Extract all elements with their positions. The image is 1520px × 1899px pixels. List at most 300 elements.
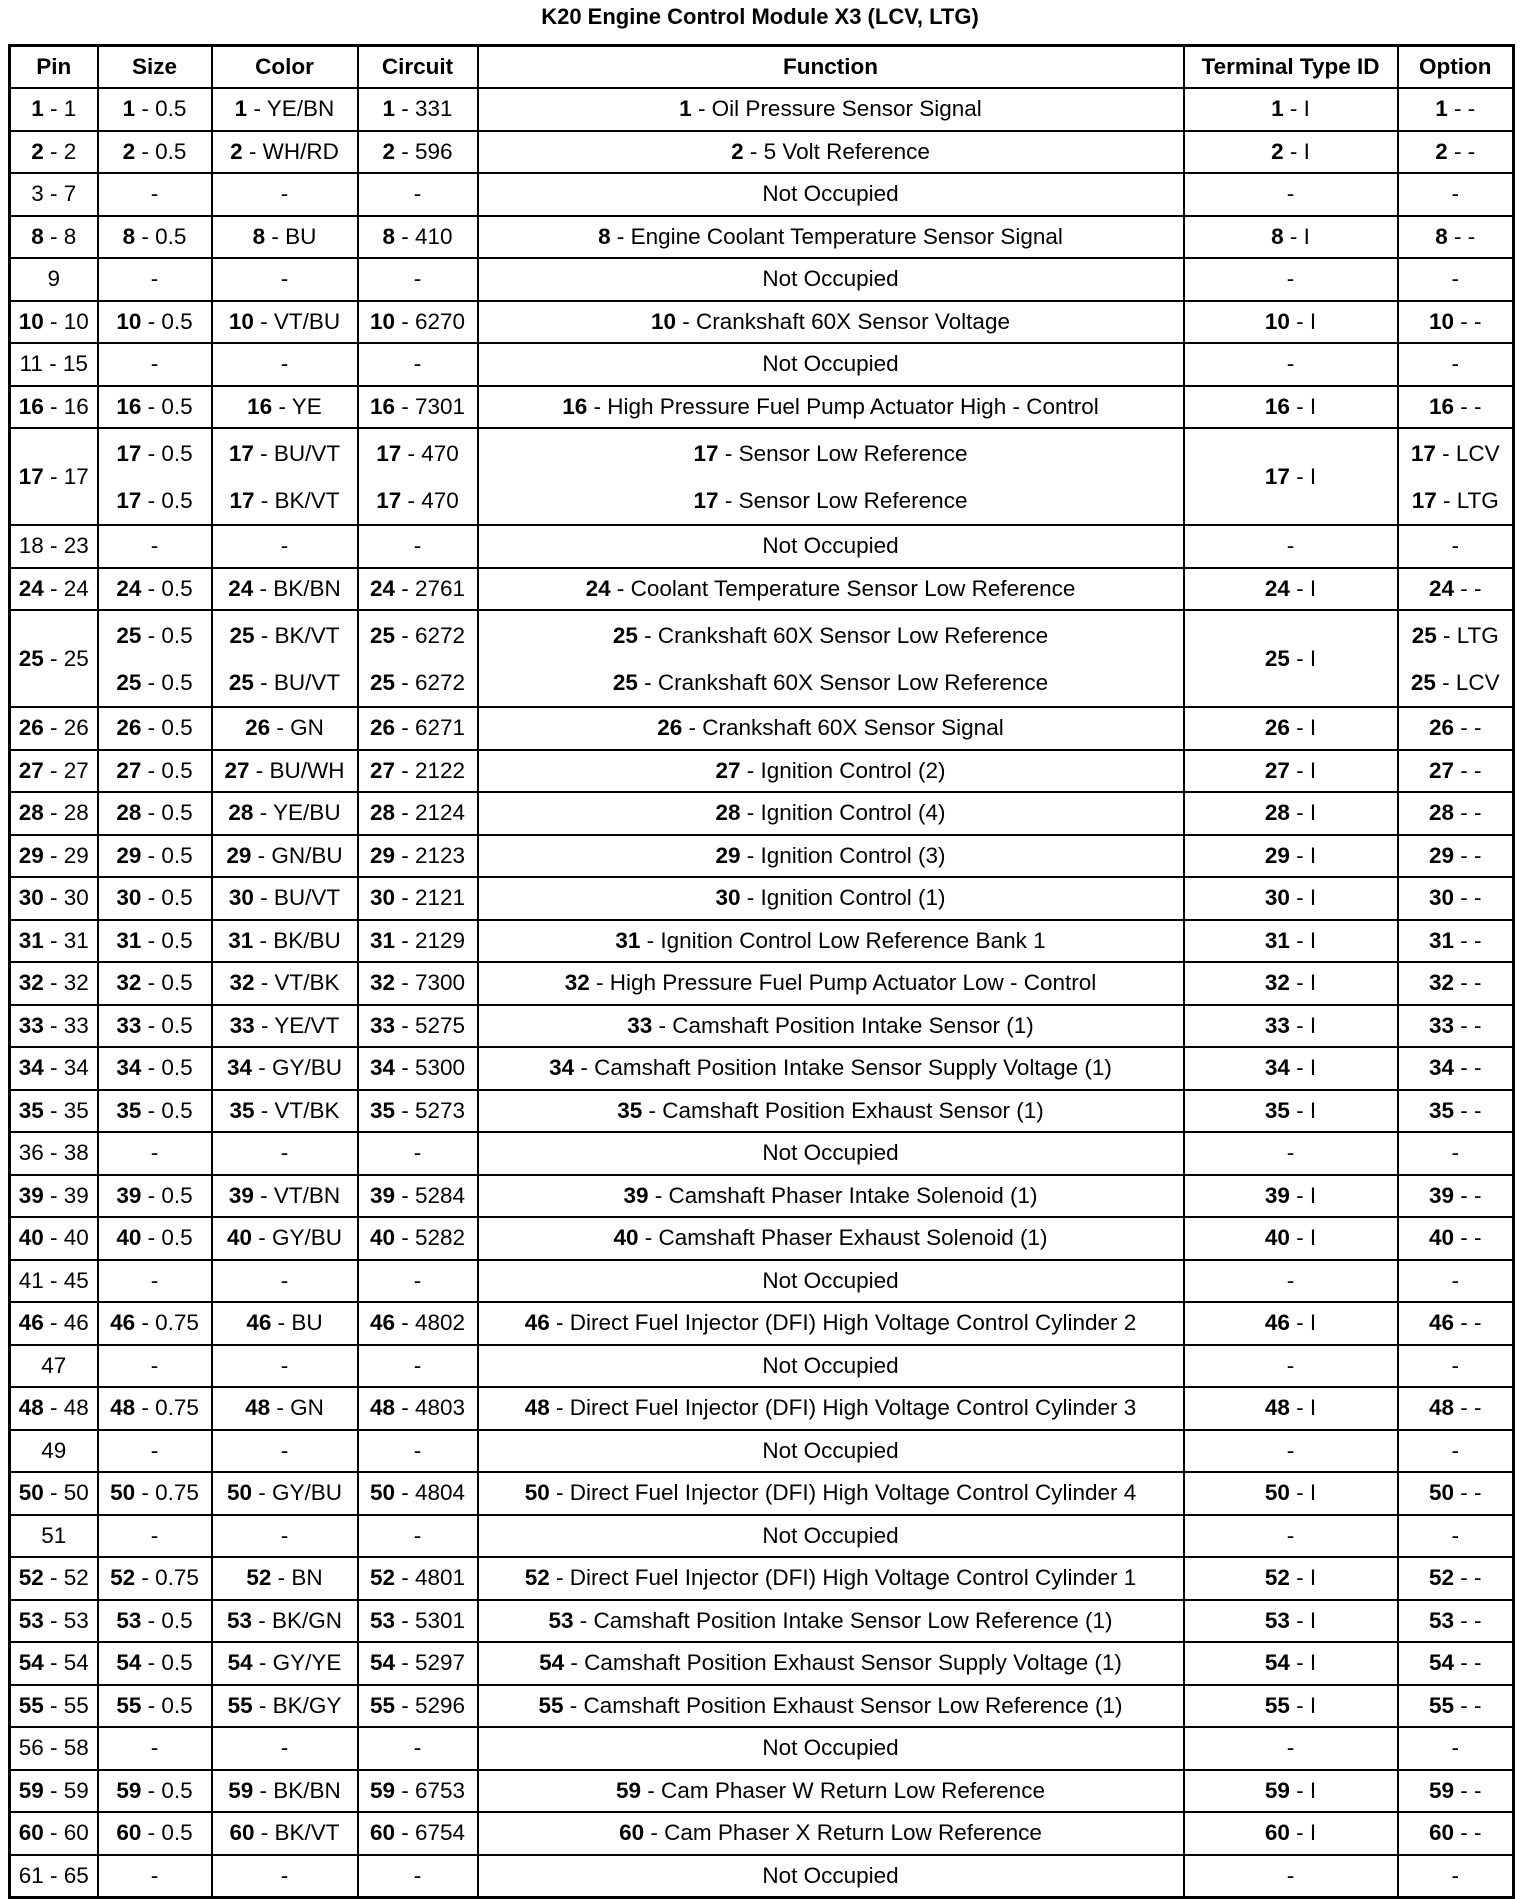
cell-function: Not Occupied — [478, 1430, 1184, 1473]
cell-pin: 24 - 24 — [10, 568, 98, 611]
cell-pin: 39 - 39 — [10, 1175, 98, 1218]
cell-option: 10 - - — [1398, 301, 1514, 344]
cell-option: 53 - - — [1398, 1600, 1514, 1643]
cell-terminal-type-id: 25 - I — [1184, 610, 1398, 707]
cell-function: 53 - Camshaft Position Intake Sensor Low Reference (1) — [478, 1600, 1184, 1643]
cell-circuit: 33 - 5275 — [358, 1005, 478, 1048]
table-row — [10, 258, 1514, 301]
cell-pin: 26 - 26 — [10, 707, 98, 750]
header-circuit: Circuit — [358, 46, 478, 89]
cell-color: 34 - GY/BU — [212, 1047, 358, 1090]
cell-color: 1 - YE/BN — [212, 88, 358, 131]
cell-function: Not Occupied — [478, 173, 1184, 216]
cell-function: Not Occupied — [478, 1727, 1184, 1770]
table-row — [10, 750, 1514, 793]
table-row — [10, 1642, 1514, 1685]
cell-size: - — [98, 258, 212, 301]
cell-pin: 52 - 52 — [10, 1557, 98, 1600]
cell-color: 40 - GY/BU — [212, 1217, 358, 1260]
cell-terminal-type-id: - — [1184, 1727, 1398, 1770]
cell-circuit: 54 - 5297 — [358, 1642, 478, 1685]
cell-pin: 8 - 8 — [10, 216, 98, 259]
cell-size: 39 - 0.5 — [98, 1175, 212, 1218]
cell-option: 39 - - — [1398, 1175, 1514, 1218]
cell-circuit: - — [358, 1260, 478, 1303]
cell-option: - — [1398, 525, 1514, 568]
cell-function: 27 - Ignition Control (2) — [478, 750, 1184, 793]
table-row — [10, 1430, 1514, 1473]
cell-color: - — [212, 1855, 358, 1898]
cell-size: 16 - 0.5 — [98, 386, 212, 429]
cell-option: 32 - - — [1398, 962, 1514, 1005]
cell-size: - — [98, 1430, 212, 1473]
cell-option: 29 - - — [1398, 835, 1514, 878]
cell-pin: 55 - 55 — [10, 1685, 98, 1728]
cell-color: 32 - VT/BK — [212, 962, 358, 1005]
cell-function: 32 - High Pressure Fuel Pump Actuator Low - Control — [478, 962, 1184, 1005]
cell-circuit: 55 - 5296 — [358, 1685, 478, 1728]
cell-function: Not Occupied — [478, 343, 1184, 386]
cell-function: Not Occupied — [478, 1515, 1184, 1558]
cell-color: 10 - VT/BU — [212, 301, 358, 344]
cell-color: 50 - GY/BU — [212, 1472, 358, 1515]
cell-color: - — [212, 1260, 358, 1303]
cell-terminal-type-id: 55 - I — [1184, 1685, 1398, 1728]
cell-size: 59 - 0.5 — [98, 1770, 212, 1813]
cell-option: 8 - - — [1398, 216, 1514, 259]
header-row — [10, 46, 1514, 89]
table-row — [10, 1515, 1514, 1558]
cell-size: 54 - 0.5 — [98, 1642, 212, 1685]
cell-option: - — [1398, 1515, 1514, 1558]
table-row — [10, 792, 1514, 835]
cell-function: 46 - Direct Fuel Injector (DFI) High Voltage Control Cylinder 2 — [478, 1302, 1184, 1345]
cell-size: 31 - 0.5 — [98, 920, 212, 963]
cell-terminal-type-id: - — [1184, 1515, 1398, 1558]
cell-option: - — [1398, 1345, 1514, 1388]
cell-function: 52 - Direct Fuel Injector (DFI) High Voltage Control Cylinder 1 — [478, 1557, 1184, 1600]
cell-size: - — [98, 1727, 212, 1770]
cell-circuit: 27 - 2122 — [358, 750, 478, 793]
cell-circuit: 53 - 5301 — [358, 1600, 478, 1643]
cell-option: 16 - - — [1398, 386, 1514, 429]
cell-terminal-type-id: 53 - I — [1184, 1600, 1398, 1643]
cell-function: 1 - Oil Pressure Sensor Signal — [478, 88, 1184, 131]
cell-option: - — [1398, 1855, 1514, 1898]
cell-circuit: - — [358, 1132, 478, 1175]
cell-terminal-type-id: 24 - I — [1184, 568, 1398, 611]
cell-pin: 48 - 48 — [10, 1387, 98, 1430]
cell-size: 46 - 0.75 — [98, 1302, 212, 1345]
table-row — [10, 1345, 1514, 1388]
table-row — [10, 386, 1514, 429]
cell-color: 48 - GN — [212, 1387, 358, 1430]
cell-circuit: 48 - 4803 — [358, 1387, 478, 1430]
table-row — [10, 1855, 1514, 1898]
cell-size: - — [98, 1855, 212, 1898]
cell-circuit: 34 - 5300 — [358, 1047, 478, 1090]
cell-circuit: 40 - 5282 — [358, 1217, 478, 1260]
table-row — [10, 707, 1514, 750]
cell-circuit: - — [358, 173, 478, 216]
cell-color: 24 - BK/BN — [212, 568, 358, 611]
cell-option: 60 - - — [1398, 1812, 1514, 1855]
header-pin: Pin — [10, 46, 98, 89]
cell-color: 2 - WH/RD — [212, 131, 358, 174]
cell-pin: 36 - 38 — [10, 1132, 98, 1175]
cell-size: 35 - 0.5 — [98, 1090, 212, 1133]
cell-function: 40 - Camshaft Phaser Exhaust Solenoid (1) — [478, 1217, 1184, 1260]
table-row — [10, 343, 1514, 386]
table-row — [10, 1727, 1514, 1770]
cell-color: - — [212, 1430, 358, 1473]
cell-terminal-type-id: 30 - I — [1184, 877, 1398, 920]
cell-size: 25 - 0.5 25 - 0.5 — [98, 610, 212, 707]
table-row — [10, 1600, 1514, 1643]
cell-pin: 16 - 16 — [10, 386, 98, 429]
cell-circuit: 8 - 410 — [358, 216, 478, 259]
cell-function: 29 - Ignition Control (3) — [478, 835, 1184, 878]
cell-terminal-type-id: 26 - I — [1184, 707, 1398, 750]
cell-color: 53 - BK/GN — [212, 1600, 358, 1643]
cell-circuit: - — [358, 258, 478, 301]
table-row — [10, 568, 1514, 611]
cell-terminal-type-id: 34 - I — [1184, 1047, 1398, 1090]
cell-pin: 61 - 65 — [10, 1855, 98, 1898]
cell-pin: 28 - 28 — [10, 792, 98, 835]
cell-circuit: 29 - 2123 — [358, 835, 478, 878]
cell-pin: 59 - 59 — [10, 1770, 98, 1813]
cell-function: 60 - Cam Phaser X Return Low Reference — [478, 1812, 1184, 1855]
cell-pin: 46 - 46 — [10, 1302, 98, 1345]
cell-circuit: - — [358, 525, 478, 568]
cell-function: 2 - 5 Volt Reference — [478, 131, 1184, 174]
cell-terminal-type-id: 48 - I — [1184, 1387, 1398, 1430]
cell-function: 16 - High Pressure Fuel Pump Actuator High - Control — [478, 386, 1184, 429]
cell-option: 2 - - — [1398, 131, 1514, 174]
cell-function: Not Occupied — [478, 1345, 1184, 1388]
cell-pin: 50 - 50 — [10, 1472, 98, 1515]
cell-color: 28 - YE/BU — [212, 792, 358, 835]
cell-pin: 9 — [10, 258, 98, 301]
cell-function: Not Occupied — [478, 1260, 1184, 1303]
cell-size: 48 - 0.75 — [98, 1387, 212, 1430]
cell-terminal-type-id: 31 - I — [1184, 920, 1398, 963]
cell-terminal-type-id: 59 - I — [1184, 1770, 1398, 1813]
cell-option: 34 - - — [1398, 1047, 1514, 1090]
cell-pin: 35 - 35 — [10, 1090, 98, 1133]
cell-circuit: 24 - 2761 — [358, 568, 478, 611]
table-row — [10, 1047, 1514, 1090]
cell-circuit: 31 - 2129 — [358, 920, 478, 963]
table-row — [10, 88, 1514, 131]
cell-size: 28 - 0.5 — [98, 792, 212, 835]
cell-terminal-type-id: 1 - I — [1184, 88, 1398, 131]
cell-function: 59 - Cam Phaser W Return Low Reference — [478, 1770, 1184, 1813]
cell-size: 8 - 0.5 — [98, 216, 212, 259]
cell-option: - — [1398, 173, 1514, 216]
cell-size: - — [98, 525, 212, 568]
table-row — [10, 1387, 1514, 1430]
cell-option: 25 - LTG 25 - LCV — [1398, 610, 1514, 707]
cell-size: 53 - 0.5 — [98, 1600, 212, 1643]
cell-color: - — [212, 173, 358, 216]
cell-pin: 51 — [10, 1515, 98, 1558]
cell-option: - — [1398, 1727, 1514, 1770]
cell-color: 54 - GY/YE — [212, 1642, 358, 1685]
cell-pin: 56 - 58 — [10, 1727, 98, 1770]
cell-size: - — [98, 1260, 212, 1303]
cell-circuit: 2 - 596 — [358, 131, 478, 174]
cell-pin: 33 - 33 — [10, 1005, 98, 1048]
cell-function: 39 - Camshaft Phaser Intake Solenoid (1) — [478, 1175, 1184, 1218]
cell-color: 29 - GN/BU — [212, 835, 358, 878]
table-row — [10, 962, 1514, 1005]
cell-color: 59 - BK/BN — [212, 1770, 358, 1813]
cell-color: - — [212, 525, 358, 568]
cell-terminal-type-id: 46 - I — [1184, 1302, 1398, 1345]
header-size: Size — [98, 46, 212, 89]
cell-terminal-type-id: - — [1184, 1132, 1398, 1175]
cell-option: - — [1398, 1430, 1514, 1473]
cell-option: - — [1398, 1260, 1514, 1303]
cell-size: - — [98, 343, 212, 386]
cell-circuit: 46 - 4802 — [358, 1302, 478, 1345]
cell-function: 33 - Camshaft Position Intake Sensor (1) — [478, 1005, 1184, 1048]
header-terminal-type-id: Terminal Type ID — [1184, 46, 1398, 89]
table-body — [10, 88, 1514, 1898]
cell-size: - — [98, 1132, 212, 1175]
cell-pin: 34 - 34 — [10, 1047, 98, 1090]
cell-option: 46 - - — [1398, 1302, 1514, 1345]
cell-size: 55 - 0.5 — [98, 1685, 212, 1728]
cell-terminal-type-id: - — [1184, 1855, 1398, 1898]
table-row — [10, 1260, 1514, 1303]
cell-circuit: 50 - 4804 — [358, 1472, 478, 1515]
cell-terminal-type-id: 8 - I — [1184, 216, 1398, 259]
table-row — [10, 131, 1514, 174]
cell-circuit: 35 - 5273 — [358, 1090, 478, 1133]
cell-function: 30 - Ignition Control (1) — [478, 877, 1184, 920]
cell-size: 24 - 0.5 — [98, 568, 212, 611]
cell-color: 17 - BU/VT 17 - BK/VT — [212, 428, 358, 525]
cell-option: 26 - - — [1398, 707, 1514, 750]
cell-terminal-type-id: 10 - I — [1184, 301, 1398, 344]
cell-terminal-type-id: 16 - I — [1184, 386, 1398, 429]
table-row — [10, 1770, 1514, 1813]
cell-pin: 47 — [10, 1345, 98, 1388]
table-row — [10, 1302, 1514, 1345]
cell-color: 39 - VT/BN — [212, 1175, 358, 1218]
cell-function: 10 - Crankshaft 60X Sensor Voltage — [478, 301, 1184, 344]
cell-color: - — [212, 258, 358, 301]
table-row — [10, 1472, 1514, 1515]
cell-function: 28 - Ignition Control (4) — [478, 792, 1184, 835]
cell-terminal-type-id: 35 - I — [1184, 1090, 1398, 1133]
cell-option: 24 - - — [1398, 568, 1514, 611]
cell-terminal-type-id: 28 - I — [1184, 792, 1398, 835]
cell-color: 26 - GN — [212, 707, 358, 750]
cell-circuit: - — [358, 1855, 478, 1898]
cell-color: - — [212, 1132, 358, 1175]
cell-circuit: 1 - 331 — [358, 88, 478, 131]
cell-option: 28 - - — [1398, 792, 1514, 835]
cell-color: 55 - BK/GY — [212, 1685, 358, 1728]
table-row — [10, 216, 1514, 259]
cell-function: 25 - Crankshaft 60X Sensor Low Reference 25 - Crankshaft 60X Sensor Low Reference — [478, 610, 1184, 707]
cell-size: 27 - 0.5 — [98, 750, 212, 793]
cell-circuit: 60 - 6754 — [358, 1812, 478, 1855]
cell-terminal-type-id: 17 - I — [1184, 428, 1398, 525]
cell-color: - — [212, 1515, 358, 1558]
cell-terminal-type-id: 2 - I — [1184, 131, 1398, 174]
cell-function: 24 - Coolant Temperature Sensor Low Reference — [478, 568, 1184, 611]
cell-circuit: - — [358, 343, 478, 386]
cell-circuit: 28 - 2124 — [358, 792, 478, 835]
cell-option: 1 - - — [1398, 88, 1514, 131]
cell-color: - — [212, 1345, 358, 1388]
cell-color: 25 - BK/VT 25 - BU/VT — [212, 610, 358, 707]
cell-circuit: 16 - 7301 — [358, 386, 478, 429]
cell-terminal-type-id: 50 - I — [1184, 1472, 1398, 1515]
cell-terminal-type-id: - — [1184, 258, 1398, 301]
cell-pin: 53 - 53 — [10, 1600, 98, 1643]
cell-terminal-type-id: 52 - I — [1184, 1557, 1398, 1600]
cell-size: 32 - 0.5 — [98, 962, 212, 1005]
cell-pin: 49 — [10, 1430, 98, 1473]
cell-size: 30 - 0.5 — [98, 877, 212, 920]
cell-size: 40 - 0.5 — [98, 1217, 212, 1260]
cell-color: 30 - BU/VT — [212, 877, 358, 920]
cell-option: 17 - LCV 17 - LTG — [1398, 428, 1514, 525]
cell-function: 31 - Ignition Control Low Reference Bank 1 — [478, 920, 1184, 963]
cell-circuit: - — [358, 1430, 478, 1473]
table-row — [10, 1090, 1514, 1133]
cell-pin: 25 - 25 — [10, 610, 98, 707]
cell-color: 8 - BU — [212, 216, 358, 259]
cell-circuit: - — [358, 1345, 478, 1388]
table-row — [10, 525, 1514, 568]
cell-terminal-type-id: 27 - I — [1184, 750, 1398, 793]
cell-function: 48 - Direct Fuel Injector (DFI) High Voltage Control Cylinder 3 — [478, 1387, 1184, 1430]
cell-color: 35 - VT/BK — [212, 1090, 358, 1133]
cell-terminal-type-id: 60 - I — [1184, 1812, 1398, 1855]
cell-function: 17 - Sensor Low Reference 17 - Sensor Low Reference — [478, 428, 1184, 525]
cell-size: 60 - 0.5 — [98, 1812, 212, 1855]
cell-option: - — [1398, 343, 1514, 386]
cell-color: 27 - BU/WH — [212, 750, 358, 793]
cell-circuit: 17 - 470 17 - 470 — [358, 428, 478, 525]
cell-circuit: 25 - 6272 25 - 6272 — [358, 610, 478, 707]
cell-pin: 17 - 17 — [10, 428, 98, 525]
cell-function: Not Occupied — [478, 1855, 1184, 1898]
header-color: Color — [212, 46, 358, 89]
cell-terminal-type-id: 29 - I — [1184, 835, 1398, 878]
cell-option: 54 - - — [1398, 1642, 1514, 1685]
table-row — [10, 1005, 1514, 1048]
cell-terminal-type-id: - — [1184, 1430, 1398, 1473]
pinout-table — [8, 44, 1515, 1899]
cell-circuit: 39 - 5284 — [358, 1175, 478, 1218]
table-row — [10, 610, 1514, 707]
table-row — [10, 1812, 1514, 1855]
cell-pin: 29 - 29 — [10, 835, 98, 878]
cell-pin: 41 - 45 — [10, 1260, 98, 1303]
cell-pin: 60 - 60 — [10, 1812, 98, 1855]
cell-option: 50 - - — [1398, 1472, 1514, 1515]
cell-pin: 40 - 40 — [10, 1217, 98, 1260]
cell-size: 10 - 0.5 — [98, 301, 212, 344]
cell-function: 26 - Crankshaft 60X Sensor Signal — [478, 707, 1184, 750]
table-row — [10, 301, 1514, 344]
header-function: Function — [478, 46, 1184, 89]
cell-size: - — [98, 1345, 212, 1388]
cell-terminal-type-id: 54 - I — [1184, 1642, 1398, 1685]
cell-pin: 1 - 1 — [10, 88, 98, 131]
cell-option: 35 - - — [1398, 1090, 1514, 1133]
cell-size: 2 - 0.5 — [98, 131, 212, 174]
cell-size: - — [98, 173, 212, 216]
cell-size: 34 - 0.5 — [98, 1047, 212, 1090]
cell-function: 55 - Camshaft Position Exhaust Sensor Low Reference (1) — [478, 1685, 1184, 1728]
cell-option: - — [1398, 258, 1514, 301]
table-row — [10, 1685, 1514, 1728]
cell-circuit: 26 - 6271 — [358, 707, 478, 750]
cell-color: 16 - YE — [212, 386, 358, 429]
table-row — [10, 1175, 1514, 1218]
cell-size: 1 - 0.5 — [98, 88, 212, 131]
page-title: K20 Engine Control Module X3 (LCV, LTG) — [541, 4, 979, 29]
cell-function: Not Occupied — [478, 1132, 1184, 1175]
cell-pin: 18 - 23 — [10, 525, 98, 568]
table-row — [10, 835, 1514, 878]
cell-terminal-type-id: - — [1184, 525, 1398, 568]
cell-pin: 10 - 10 — [10, 301, 98, 344]
cell-circuit: - — [358, 1727, 478, 1770]
cell-option: - — [1398, 1132, 1514, 1175]
table-row — [10, 428, 1514, 525]
cell-function: Not Occupied — [478, 258, 1184, 301]
cell-terminal-type-id: 39 - I — [1184, 1175, 1398, 1218]
cell-terminal-type-id: - — [1184, 1345, 1398, 1388]
cell-size: - — [98, 1515, 212, 1558]
cell-pin: 31 - 31 — [10, 920, 98, 963]
table-row — [10, 877, 1514, 920]
cell-pin: 32 - 32 — [10, 962, 98, 1005]
cell-terminal-type-id: 33 - I — [1184, 1005, 1398, 1048]
cell-size: 17 - 0.5 17 - 0.5 — [98, 428, 212, 525]
cell-pin: 2 - 2 — [10, 131, 98, 174]
table-row — [10, 1217, 1514, 1260]
cell-option: 59 - - — [1398, 1770, 1514, 1813]
cell-circuit: 10 - 6270 — [358, 301, 478, 344]
cell-terminal-type-id: 40 - I — [1184, 1217, 1398, 1260]
cell-circuit: - — [358, 1515, 478, 1558]
cell-function: 8 - Engine Coolant Temperature Sensor Signal — [478, 216, 1184, 259]
cell-pin: 11 - 15 — [10, 343, 98, 386]
cell-size: 26 - 0.5 — [98, 707, 212, 750]
header-option: Option — [1398, 46, 1514, 89]
cell-size: 33 - 0.5 — [98, 1005, 212, 1048]
cell-size: 52 - 0.75 — [98, 1557, 212, 1600]
cell-color: - — [212, 1727, 358, 1770]
cell-color: 33 - YE/VT — [212, 1005, 358, 1048]
cell-color: 46 - BU — [212, 1302, 358, 1345]
cell-circuit: 59 - 6753 — [358, 1770, 478, 1813]
cell-function: 34 - Camshaft Position Intake Sensor Supply Voltage (1) — [478, 1047, 1184, 1090]
table-row — [10, 920, 1514, 963]
cell-color: 52 - BN — [212, 1557, 358, 1600]
